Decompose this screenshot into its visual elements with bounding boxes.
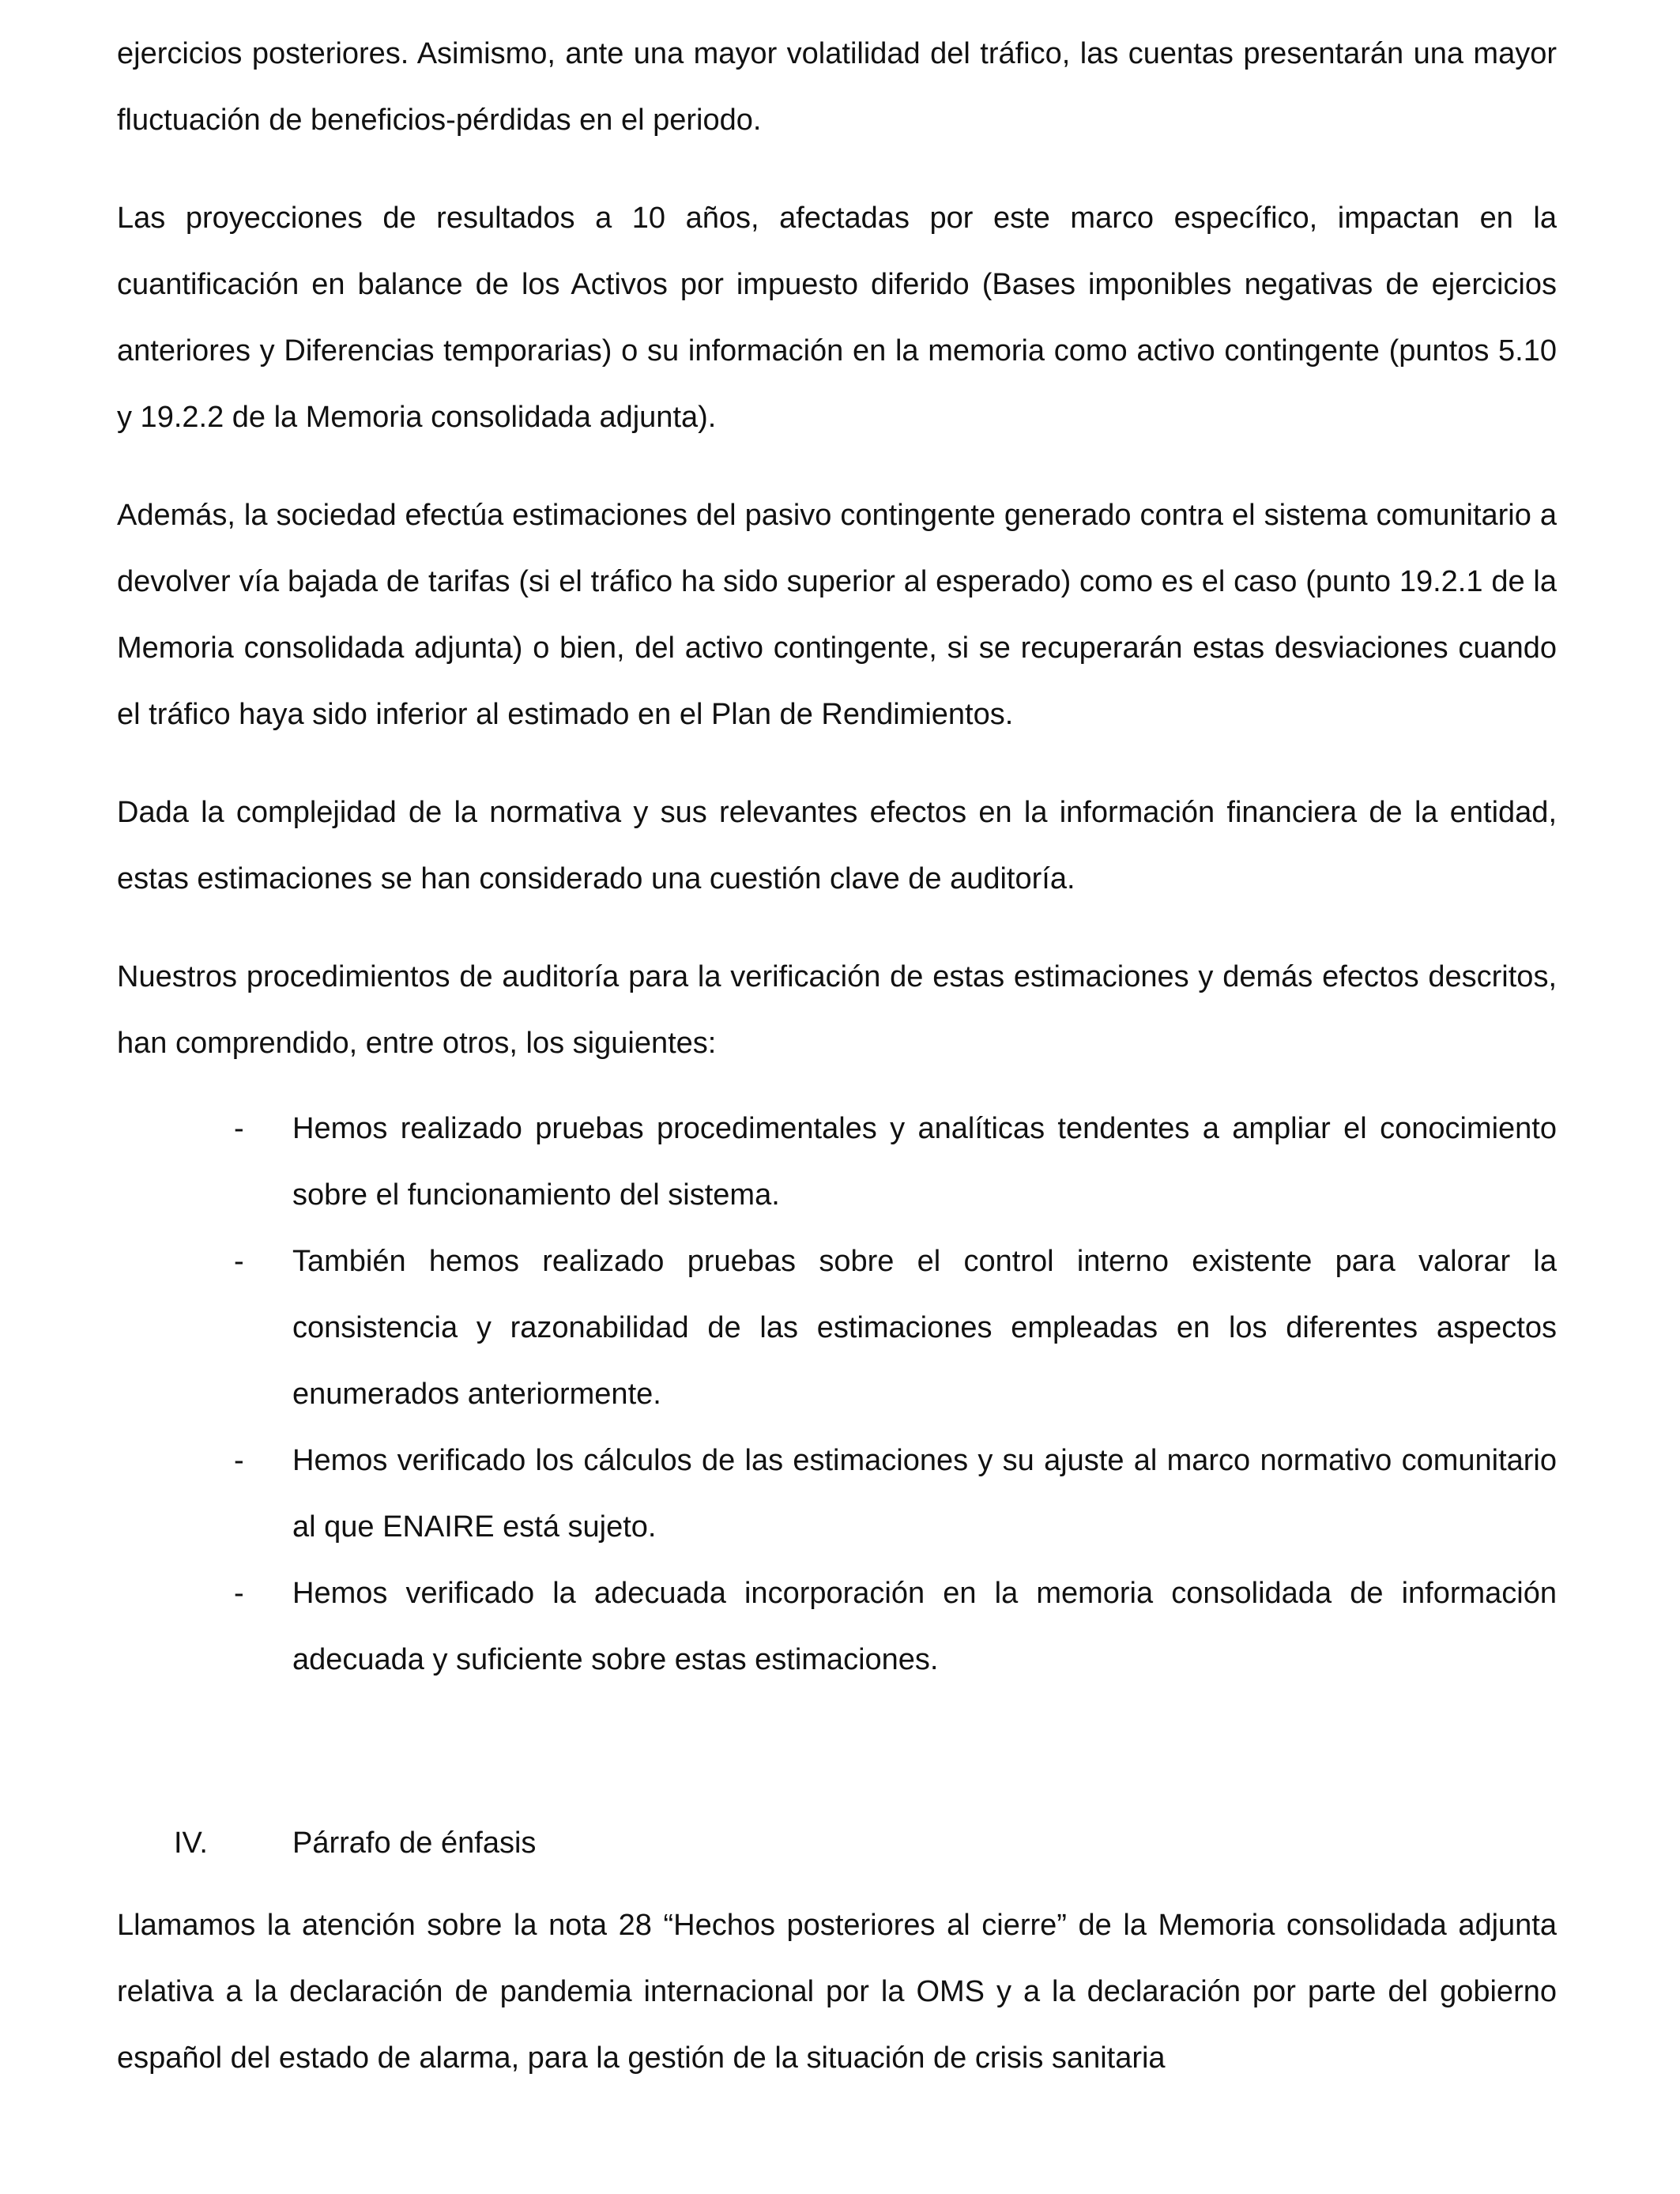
section-number: IV. [174,1826,208,1860]
list-item-text: Hemos realizado pruebas procedimentales y analíticas tendentes a ampliar el conocimiento sobre el funcionamiento del sistema. [292,1112,1557,1212]
list-item [117,1228,1557,1427]
list-dash: - [234,1245,244,1278]
document-page [117,21,1557,2091]
list-item [117,1560,1557,1693]
paragraph-3: Además, la sociedad efectúa estimaciones del pasivo contingente generado contra el sistema comunitario a devolver vía bajada de tarifas (si el tráfico ha sido superior al esperado) como es el caso (punto 19.2.1 de la Memoria consolidada adjunta) o bien, del activo contingente, si se recuperarán estas desviaciones cuando el tráfico haya sido inferior al estimado en el Plan de Rendimientos. [117,499,1557,731]
list-item-text: También hemos realizado pruebas sobre el control interno existente para valorar la consistencia y razonabilidad de las estimaciones empleadas en los diferentes aspectos enumerados anteriormente. [292,1245,1557,1411]
section-title: Párrafo de énfasis [292,1826,537,1860]
list-item [117,1427,1557,1560]
list-dash: - [234,1577,244,1610]
paragraph-2: Las proyecciones de resultados a 10 años, afectadas por este marco específico, impactan en la cuantificación en balance de los Activos por impuesto diferido (Bases imponibles negativas de ejercicios anteriores y Diferencias temporarias) o su información en la memoria como activo contingente (puntos 5.10 y 19.2.2 de la Memoria consolidada adjunta). [117,202,1557,434]
final-paragraph: Llamamos la atención sobre la nota 28 “Hechos posteriores al cierre” de la Memoria consolidada adjunta relativa a la declaración de pandemia internacional por la OMS y a la declaración por parte del gobierno español del estado de alarma, para la gestión de la situación de crisis sanitaria [117,1909,1557,2075]
list-item-text: Hemos verificado la adecuada incorporación en la memoria consolidada de información adecuada y suficiente sobre estas estimaciones. [292,1577,1557,1676]
list-dash: - [234,1112,244,1145]
section-heading [117,1810,1557,1876]
list-item [117,1095,1557,1228]
paragraph-4: Dada la complejidad de la normativa y sus relevantes efectos en la información financiera de la entidad, estas estimaciones se han considerado una cuestión clave de auditoría. [117,796,1557,895]
procedures-list [117,1095,1557,1693]
list-dash: - [234,1444,244,1477]
paragraph-1: ejercicios posteriores. Asimismo, ante una mayor volatilidad del tráfico, las cuentas presentarán una mayor fluctuación de beneficios-pérdidas en el periodo. [117,37,1557,137]
list-item-text: Hemos verificado los cálculos de las estimaciones y su ajuste al marco normativo comunitario al que ENAIRE está sujeto. [292,1444,1557,1544]
paragraph-5: Nuestros procedimientos de auditoría para la verificación de estas estimaciones y demás efectos descritos, han comprendido, entre otros, los siguientes: [117,960,1557,1060]
